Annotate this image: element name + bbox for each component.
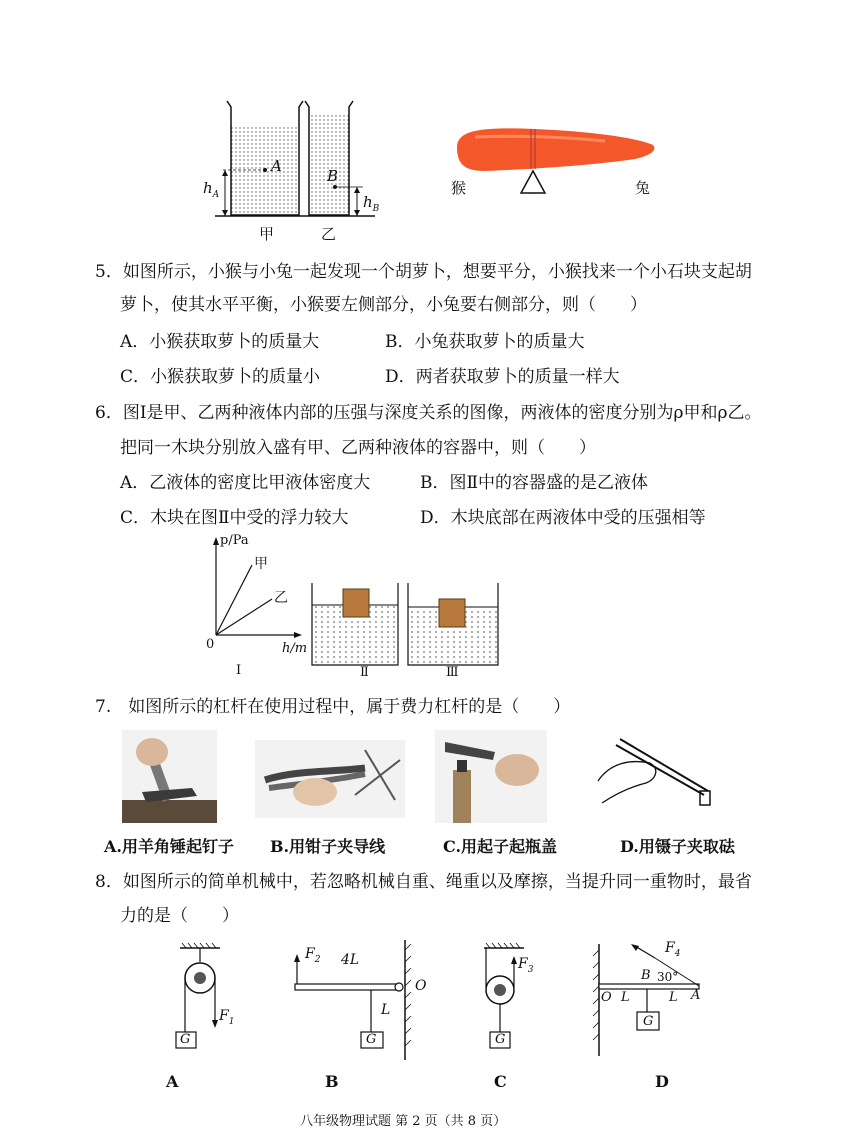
point-a-d-label: A bbox=[691, 988, 701, 1003]
q8-caption-d: D bbox=[655, 1072, 669, 1091]
weight-b-label: G bbox=[366, 1032, 377, 1047]
angle-label: 30° bbox=[657, 970, 679, 984]
y-axis-label: p/Pa bbox=[220, 533, 249, 548]
weight-a-label: G bbox=[180, 1032, 191, 1047]
q6-option-d: D．木块底部在两液体中受的压强相等 bbox=[420, 508, 706, 528]
rabbit-label: 兔 bbox=[635, 179, 651, 197]
q8-figure-b bbox=[285, 940, 435, 1060]
page-footer: 八年级物理试题 第 2 页（共 8 页） bbox=[300, 1114, 507, 1129]
q8-figure-c bbox=[470, 940, 550, 1060]
q8-figure-d bbox=[585, 940, 715, 1060]
figure-ii-label: Ⅱ bbox=[360, 665, 369, 680]
tweezers-drawing bbox=[590, 733, 720, 813]
point-b-label: B bbox=[327, 167, 339, 185]
q7-caption-b: B.用钳子夹导线 bbox=[270, 837, 386, 856]
q7-caption-a: A.用羊角锤起钉子 bbox=[104, 837, 234, 856]
container-yi-label: 乙 bbox=[321, 225, 337, 243]
q5-option-c: C．小猴获取萝卜的质量小 bbox=[120, 367, 321, 387]
f2-label: $F_2$ bbox=[305, 946, 321, 965]
weight-c-label: G bbox=[495, 1032, 506, 1047]
q6-option-b: B．图Ⅱ中的容器盛的是乙液体 bbox=[420, 473, 649, 493]
q8-stem-line2: 力的是（ ） bbox=[120, 906, 239, 926]
weight-d-label: G bbox=[643, 1014, 654, 1029]
point-a-label: A bbox=[271, 157, 282, 175]
origin-label: 0 bbox=[206, 637, 215, 652]
q5-option-a: A．小猴获取萝卜的质量大 bbox=[120, 332, 320, 352]
q6-option-a: A．乙液体的密度比甲液体密度大 bbox=[120, 473, 371, 493]
q5-stem-line1: 5．如图所示，小猴与小兔一起发现一个胡萝卜，想要平分，小猴找来一个小石块支起胡 bbox=[95, 262, 752, 282]
q6-stem-line2: 把同一木块分别放入盛有甲、乙两种液体的容器中，则（ ） bbox=[120, 438, 596, 458]
len-l-left-label: L bbox=[621, 990, 630, 1005]
hb-label: $h_B$ bbox=[363, 193, 380, 214]
len-l-label-b: L bbox=[381, 1002, 391, 1018]
point-b-d-label: B bbox=[641, 968, 651, 983]
q8-caption-c: C bbox=[494, 1072, 507, 1091]
f3-label: $F_3$ bbox=[518, 956, 534, 975]
q5-stem-line2: 萝卜，使其水平平衡，小猴要左侧部分，小兔要右侧部分，则（ ） bbox=[120, 295, 647, 315]
x-axis-label: h/m bbox=[282, 641, 308, 656]
q8-figure-a bbox=[160, 940, 240, 1060]
pivot-o-label-d: O bbox=[601, 990, 612, 1005]
containers-figure bbox=[195, 95, 395, 245]
q8-caption-a: A bbox=[166, 1072, 179, 1091]
bottle-opener-photo bbox=[435, 730, 547, 823]
len-l-right-label: L bbox=[669, 990, 678, 1005]
container-jia-label: 甲 bbox=[259, 225, 275, 243]
q7-caption-c: C.用起子起瓶盖 bbox=[443, 837, 558, 856]
q6-stem-line1: 6．图Ⅰ是甲、乙两种液体内部的压强与深度关系的图像，两液体的密度分别为ρ甲和ρ乙。 bbox=[95, 403, 762, 423]
carrot-figure bbox=[445, 115, 665, 205]
q7-caption-d: D.用镊子夹取砝 bbox=[620, 837, 735, 856]
q8-caption-b: B bbox=[325, 1072, 339, 1091]
pivot-o-label-b: O bbox=[415, 978, 427, 994]
len-4l-label: 4L bbox=[341, 952, 360, 968]
line-yi-label: 乙 bbox=[274, 590, 288, 606]
q5-option-d: D．两者获取萝卜的质量一样大 bbox=[385, 367, 620, 387]
pliers-photo bbox=[255, 740, 405, 818]
ha-label: $h_A$ bbox=[203, 179, 220, 200]
q5-option-b: B．小兔获取萝卜的质量大 bbox=[385, 332, 585, 352]
f1-label: $F_1$ bbox=[219, 1008, 235, 1027]
figure-i-label: Ⅰ bbox=[236, 663, 242, 678]
figure-iii-label: Ⅲ bbox=[446, 665, 459, 680]
f4-label: $F_4$ bbox=[665, 940, 681, 959]
q8-stem-line1: 8．如图所示的简单机械中，若忽略机械自重、绳重以及摩擦，当提升同一重物时，最省 bbox=[95, 872, 752, 892]
line-jia-label: 甲 bbox=[254, 556, 268, 572]
monkey-label: 猴 bbox=[451, 179, 467, 197]
hammer-photo bbox=[122, 730, 217, 823]
q6-figure bbox=[200, 535, 500, 685]
q7-stem: 7. 如图所示的杠杆在使用过程中，属于费力杠杆的是（ ） bbox=[95, 697, 571, 717]
q6-option-c: C．木块在图Ⅱ中受的浮力较大 bbox=[120, 508, 349, 528]
